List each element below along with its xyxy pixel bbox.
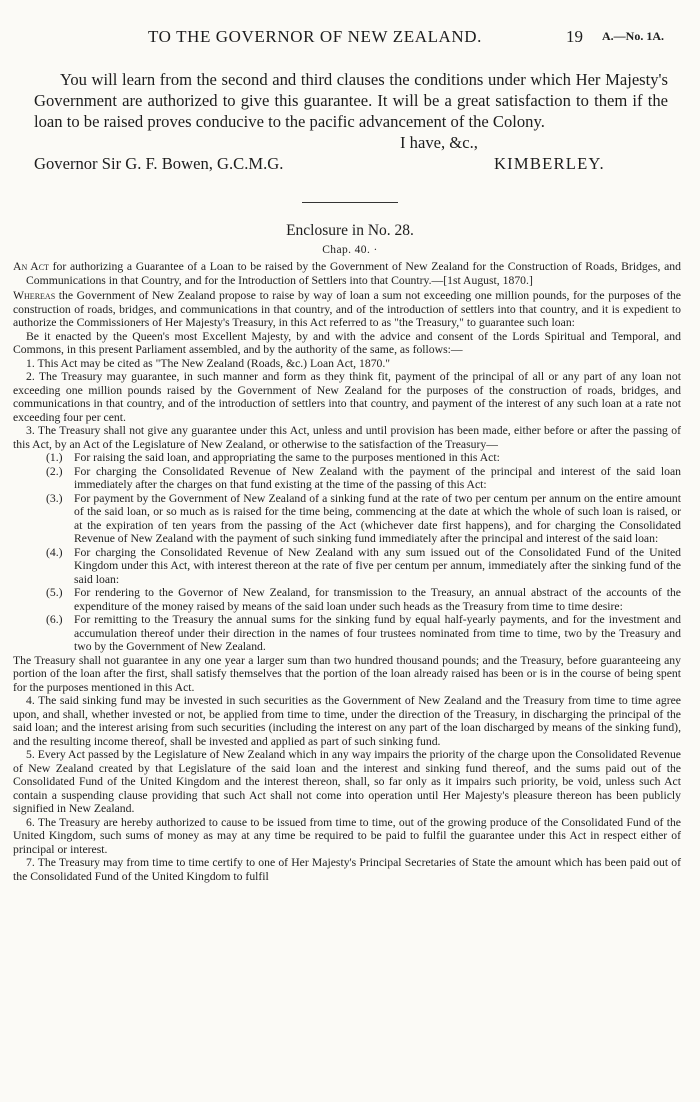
condition-text: For rendering to the Governor of New Zealand, for transmission to the Treasury, an annual abstract of the accounts of the expenditure of the money raised by means of the said loan under such heads as the Treasury from time to time desire: (74, 586, 681, 613)
condition-number: (5.) (46, 586, 63, 599)
condition-item (13, 586, 681, 613)
condition-number: (1.) (46, 451, 63, 464)
enclosure-heading: Enclosure in No. 28. (286, 222, 414, 239)
section-2: 2. The Treasury may guarantee, in such manner and form as they think fit, payment of the principal of all or any part of any loan not exceeding one million pounds raised by the Government of New Zealand for the purposes of the construction of roads, bridges, and communications in that country, and of the introduction of settlers into that country, and payment of the interest of any such loan at a rate not exceeding four per cent. (13, 370, 681, 424)
act-title-rest: for authorizing a Guarantee of a Loan to be raised by the Government of New Zealand for the Construction of Roads, Bridges, and Communications in that Country, and for the Introduction of Settlers into that Country.—[1st August, 1870.] (26, 260, 681, 287)
act-title-lead: An Act (13, 260, 49, 273)
running-title: TO THE GOVERNOR OF NEW ZEALAND. (148, 27, 483, 46)
whereas-recital (13, 289, 681, 330)
section-divider (302, 202, 398, 203)
condition-text: For payment by the Government of New Zealand of a sinking fund at the rate of two per centum per annum on the entire amount of the said loan, or so much as is raised for the time being, commencing at the date at which the whole of such loan is raised, or at the expiration of ten years from the passing of the Act (whichever date first happens), and for charging the Consolidated Revenue of New Zealand with the payment of such sinking fund immediately after the principal and interest of the said loan: (74, 491, 681, 545)
section-6: 6. The Treasury are hereby authorized to cause to be issued from time to time, out of the growing produce of the Consolidated Fund of the United Kingdom, such sums of money as may at any time be required to be paid to fulfil the guarantee under this Act in respect either of principal or interest. (13, 815, 681, 856)
running-header (0, 27, 700, 51)
condition-item (13, 492, 681, 546)
condition-number: (2.) (46, 464, 63, 478)
section-3-tail: The Treasury shall not guarantee in any one year a larger sum than two hundred thousand pounds; and the Treasury, before guaranteeing any portion of the loan after the first, shall satisfy themselves that the portion of the loan already raised has been or is in the course of being spent for the purposes mentioned in this Act. (13, 653, 681, 694)
condition-item (13, 613, 681, 654)
letter-closing (34, 132, 668, 174)
whereas-lead: Whereas (13, 289, 56, 302)
condition-item (13, 451, 681, 465)
whereas-rest: the Government of New Zealand propose to raise by way of loan a sum not exceeding one million pounds, for the purposes of the construction of roads, bridges, and communications in that country, and of the introduction of settlers into that country, and it is expedient to authorize the Commissioners of Her Majesty's Treasury, in this Act referred to as "the Treasury," to guarantee such loan: (13, 289, 681, 329)
section-7: 7. The Treasury may from time to time certify to one of Her Majesty's Principal Secretaries of State the amount which has been paid out of the Consolidated Fund of the United Kingdom to fulfil (13, 856, 681, 883)
closing-phrase: I have, &c., (400, 133, 478, 152)
condition-text: For charging the Consolidated Revenue of New Zealand with any sum issued out of the Consolidated Fund of the United Kingdom under this Act, with interest thereon at the rate of five per centum per annum, immediately after the sinking fund of the said loan: (74, 545, 681, 586)
section-1: 1. This Act may be cited as "The New Zealand (Roads, &c.) Loan Act, 1870." (26, 356, 391, 370)
conditions-list (13, 451, 681, 654)
chapter-heading: Chap. 40. · (322, 244, 378, 256)
condition-number: (6.) (46, 613, 63, 626)
condition-number: (3.) (46, 491, 63, 505)
condition-item (13, 465, 681, 492)
section-3: 3. The Treasury shall not give any guarantee under this Act, unless and until provision has been made, either before or after the passing of this Act, by an Act of the Legislature of New Zealand, or otherwise to the satisfaction of the Treasury— (13, 424, 681, 451)
dispatch-letter (34, 69, 668, 174)
condition-item (13, 546, 681, 587)
section-4: 4. The said sinking fund may be invested in such securities as the Government of New Zealand and the Treasury from time to time agree upon, and shall, whether invested or not, be applied from time to time, under the direction of the Treasury, in discharging the principal of the said loan; and the interest arising from such securities (including the interest on any part of the loan discharged by means of the sinking fund), and the resulting income thereof, shall be invested and applied as part of such sinking fund. (13, 694, 681, 748)
page-number: 19 (566, 27, 583, 46)
condition-number: (4.) (46, 545, 63, 559)
letter-paragraph: You will learn from the second and third clauses the conditions under which Her Majesty's Government are authorized to give this guarantee. It will be a great satisfaction to them if the loan to be raised proves conducive to the pacific advancement of the Colony. (34, 70, 668, 131)
enacting-clause: Be it enacted by the Queen's most Excellent Majesty, by and with the advice and consent of the Lords Spiritual and Temporal, and Commons, in this present Parliament assembled, and by the authority of the same, as follows:— (13, 329, 681, 356)
signature: KIMBERLEY. (494, 154, 605, 173)
act-long-title (13, 260, 681, 287)
addressee: Governor Sir G. F. Bowen, G.C.M.G. (34, 154, 284, 173)
paper-reference: A.—No. 1A. (602, 29, 664, 43)
condition-text: For raising the said loan, and appropriating the same to the purposes mentioned in this Act: (74, 451, 500, 464)
condition-text: For charging the Consolidated Revenue of New Zealand with the payment of the principal and interest of the said loan immediately after the charges on that fund existing at the time of the passing of this Act: (74, 464, 681, 491)
section-5: 5. Every Act passed by the Legislature of New Zealand which in any way impairs the priority of the charge upon the Consolidated Revenue of New Zealand created by that Legislature of the said loan and the interest and sinking fund thereof, and the sums paid out of the Consolidated Fund of the United Kingdom and the interest thereon, shall, so far only as it impairs such priority, be void, unless such Act contain a suspending clause providing that such Act shall not come into operation until Her Majesty's pleasure thereon has been publicly signified in New Zealand. (13, 748, 681, 815)
condition-text: For remitting to the Treasury the annual sums for the sinking fund by equal half-yearly payments, and for the investment and accumulation thereof under their direction in the names of four trustees nominated from time to time, two by the Treasury and two by the Government of New Zealand. (74, 613, 681, 653)
act-text (13, 260, 681, 883)
